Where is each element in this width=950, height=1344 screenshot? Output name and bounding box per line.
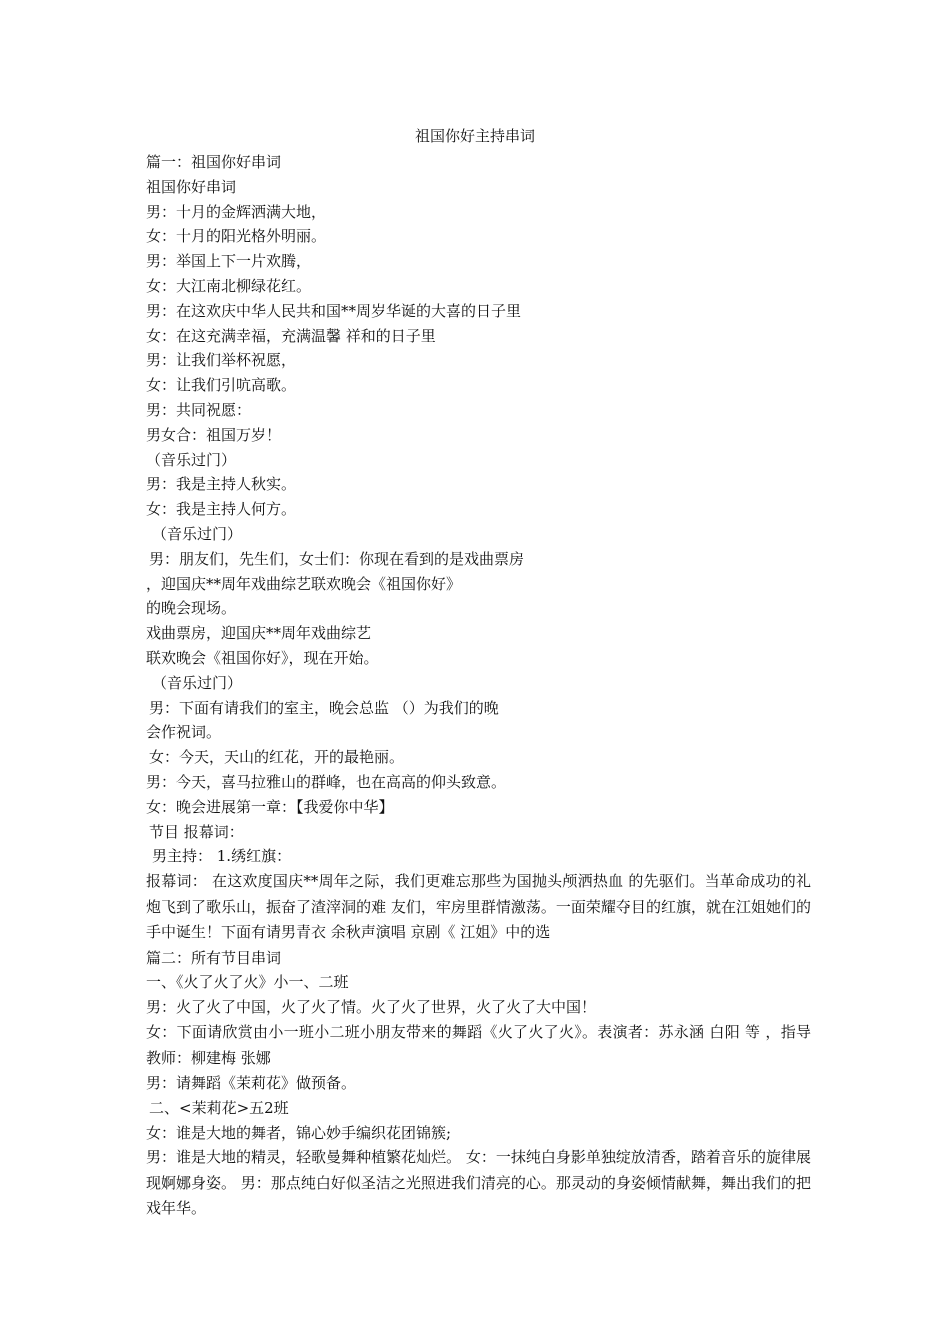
document-title: 祖国你好主持串词: [414, 127, 535, 145]
section-heading: 篇二：所有节目串词: [146, 948, 282, 967]
section-heading: 篇一：祖国你好串词: [146, 153, 282, 171]
text-line: 男：让我们举杯祝愿，: [146, 351, 297, 370]
text-line: 会作祝词。: [146, 723, 222, 742]
paragraph: 女：下面请欣赏由小一班小二班小朋友带来的舞蹈《火了火了火》。表演者：苏永涵 白阳 等 ，指导教师：柳建梅 张娜: [146, 1023, 811, 1067]
text-line: 女：今天，天山的红花，开的最艳丽。: [149, 748, 405, 767]
text-line: （音乐过门）: [146, 450, 237, 469]
text-line: 男：火了火了中国，火了火了情。火了火了世界，火了火了大中国！: [146, 998, 597, 1017]
text-line: 二、<茉莉花>五2班: [149, 1098, 289, 1117]
text-line: 的晚会现场。: [146, 599, 237, 618]
paragraph: 报幕词： 在这欢度国庆**周年之际，我们更难忘那些为国抛头颅洒热血 的先驱们。当革命成功的礼炮飞到了歌乐山，振奋了渣滓洞的难 友们，牢房里群情激荡。一面荣耀夺目的红旗，就在江姐她们的 手中诞生！下面有请男青衣 余秋声演唱 京剧《 江姐》中的选: [146, 872, 811, 942]
text-line: 女：让我们引吭高歌。: [146, 376, 297, 395]
text-line: 男：共同祝愿：: [146, 400, 252, 419]
text-line: 男：举国上下一片欢腾，: [146, 252, 312, 271]
text-line: 联欢晚会《祖国你好》，现在开始。: [146, 648, 379, 667]
text-line: 男主持： 1.绣红旗：: [152, 847, 292, 866]
text-line: 男：请舞蹈《茉莉花》做预备。: [146, 1074, 357, 1092]
text-line: （音乐过门）: [152, 524, 243, 543]
text-line: 女：谁是大地的舞者，锦心妙手编织花团锦簇;: [146, 1123, 452, 1142]
text-line: 男：在这欢庆中华人民共和国**周岁华诞的大喜的日子里: [146, 301, 522, 320]
text-line: 女：我是主持人何方。: [146, 500, 297, 519]
document-body: [146, 150, 811, 1222]
text-line: 节目 报幕词：: [149, 822, 244, 841]
text-line: 男：下面有请我们的室主，晚会总监 （）为我们的晚: [149, 698, 499, 717]
text-line: 女：晚会进展第一章：【我爱你中华】: [146, 797, 394, 816]
text-line: 男女合：祖国万岁！: [146, 425, 282, 444]
text-line: 祖国你好串词: [146, 177, 237, 196]
text-line: 女：大江南北柳绿花红。: [146, 276, 312, 295]
paragraph: 男：谁是大地的精灵，轻歌曼舞种植繁花灿烂。 女：一抹纯白身影单独绽放清香，踏着音乐的旋律展现婀娜身姿。 男：那点纯白好似圣洁之光照进我们清亮的心。那灵动的身姿倾情献舞，舞出我们的把戏年华。: [146, 1148, 811, 1218]
text-line: 女：十月的阳光格外明丽。: [146, 227, 327, 246]
text-line: ，迎国庆**周年戏曲综艺联欢晚会《祖国你好》: [146, 574, 462, 593]
text-line: 女：在这充满幸福，充满温馨 祥和的日子里: [146, 326, 436, 345]
text-line: 男：十月的金辉洒满大地，: [146, 202, 327, 221]
text-line: 男：今天，喜马拉雅山的群峰，也在高高的仰头致意。: [146, 772, 507, 791]
text-line: 男：朋友们，先生们，女士们：你现在看到的是戏曲票房: [149, 549, 525, 568]
text-line: 戏曲票房，迎国庆**周年戏曲综艺: [146, 624, 372, 643]
text-line: 一、《火了火了火》小一、二班: [146, 973, 349, 992]
text-line: （音乐过门）: [152, 673, 243, 692]
text-line: 男：我是主持人秋实。: [146, 475, 297, 494]
